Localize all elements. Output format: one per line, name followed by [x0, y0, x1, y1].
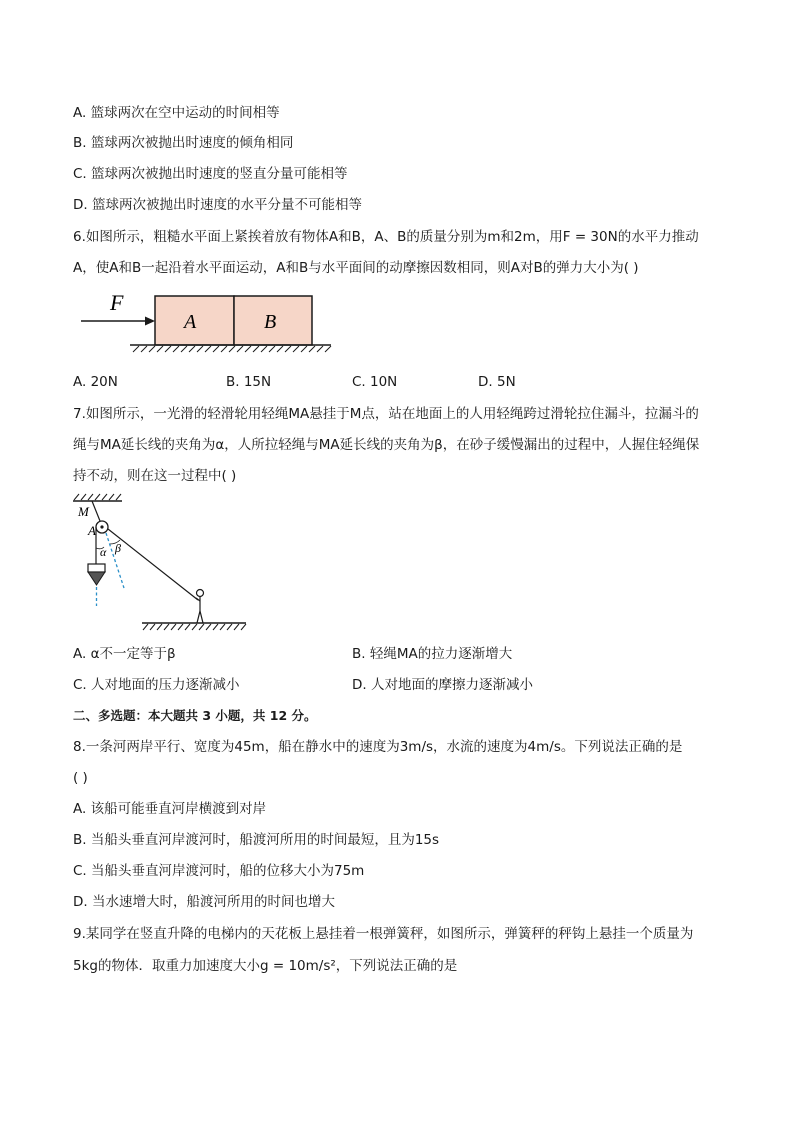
label-beta: β [115, 541, 121, 555]
q6-stem-line1: 6.如图所示，粗糙水平面上紧挨着放有物体A和B，A、B的质量分别为m和2m，用F = 30N的水平力推动 [73, 229, 699, 245]
block-a-label: A [184, 311, 197, 333]
q7-stem-line3: 持不动，则在这一过程中( ) [73, 468, 237, 484]
q6-stem-line2: A，使A和B一起沿着水平面运动，A和B与水平面间的动摩擦因数相同，则A对B的弹力大小为( ) [73, 260, 639, 276]
section-heading: 二、多选题：本大题共 3 小题，共 12 分。 [73, 708, 317, 723]
q5-option-d: D. 篮球两次被抛出时速度的水平分量不可能相等 [73, 197, 362, 213]
q5-option-a: A. 篮球两次在空中运动的时间相等 [73, 105, 280, 121]
funnel-icon [88, 564, 105, 585]
rope-ma [92, 501, 100, 521]
force-label: F [110, 290, 124, 315]
label-m: M [78, 504, 89, 519]
q7-option-d: D. 人对地面的摩擦力逐渐减小 [352, 677, 533, 693]
q7-option-b: B. 轻绳MA的拉力逐渐增大 [352, 646, 513, 662]
rope-to-person [108, 529, 198, 600]
q6-option-c: C. 10N [352, 374, 398, 390]
label-a: A [88, 523, 96, 538]
q8-option-c: C. 当船头垂直河岸渡河时，船的位移大小为75m [73, 863, 365, 879]
q7-option-a: A. α不一定等于β [73, 646, 176, 662]
q7-figure [70, 492, 250, 634]
q7-stem-line2: 绳与MA延长线的夹角为α，人所拉轻绳与MA延长线的夹角为β，在砂子缓慢漏出的过程中，人握住轻绳保 [73, 437, 700, 453]
q6-option-b: B. 15N [226, 374, 272, 390]
arrow-head-icon [145, 317, 155, 326]
q9-stem-line2: 5kg的物体．取重力加速度大小g = 10m/s²，下列说法正确的是 [73, 958, 458, 974]
ground-hatching [143, 624, 246, 630]
q5-option-c: C. 篮球两次被抛出时速度的竖直分量可能相等 [73, 166, 348, 182]
label-alpha: α [100, 545, 107, 559]
q5-option-b: B. 篮球两次被抛出时速度的倾角相同 [73, 135, 294, 151]
person-icon [196, 590, 204, 624]
q8-option-a: A. 该船可能垂直河岸横渡到对岸 [73, 801, 267, 817]
q7-option-c: C. 人对地面的压力逐渐减小 [73, 677, 240, 693]
q6-option-a: A. 20N [73, 374, 118, 390]
q8-stem-line2: ( ) [73, 770, 88, 786]
q6-option-d: D. 5N [478, 374, 516, 390]
q7-stem-line1: 7.如图所示，一光滑的轻滑轮用轻绳MA悬挂于M点，站在地面上的人用轻绳跨过滑轮拉住漏斗，拉漏斗的 [73, 406, 699, 422]
ground-hatching [133, 346, 331, 352]
q8-option-d: D. 当水速增大时，船渡河所用的时间也增大 [73, 894, 335, 910]
block-b-label: B [264, 311, 277, 333]
q8-stem-line1: 8.一条河两岸平行、宽度为45m，船在静水中的速度为3m/s，水流的速度为4m/s。下列说法正确的是 [73, 739, 683, 755]
q6-figure [75, 288, 337, 358]
q8-option-b: B. 当船头垂直河岸渡河时，船渡河所用的时间最短，且为15s [73, 832, 440, 848]
q9-stem-line1: 9.某同学在竖直升降的电梯内的天花板上悬挂着一根弹簧秤，如图所示，弹簧秤的秤钩上悬挂一个质量为 [73, 926, 694, 942]
ceiling-hatching [74, 494, 121, 500]
